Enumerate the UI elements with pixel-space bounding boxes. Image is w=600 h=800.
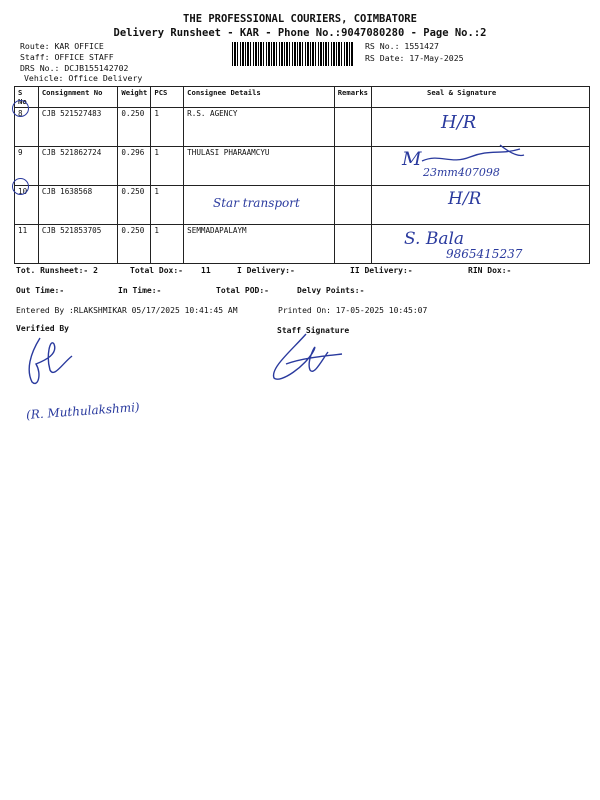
cell-consignee: SEMMADAPALAYM (184, 225, 335, 264)
verifier-signature (18, 334, 78, 390)
cell-consignment: CJB 521862724 (38, 147, 118, 186)
staff-label: Staff: OFFICE STAFF (20, 52, 114, 62)
entered-by: Entered By :RLAKSHMIKAR 05/17/2025 10:41:45 AM (16, 306, 238, 315)
cell-consignee: R.S. AGENCY (184, 108, 335, 147)
col-consignee: Consignee Details (184, 87, 335, 108)
route-label: Route: KAR OFFICE (20, 41, 104, 51)
cell-signature (372, 108, 590, 147)
cell-consignee: THULASI PHARAAMCYU (184, 147, 335, 186)
cell-consignment: CJB 1638568 (38, 186, 118, 225)
in-time: In Time:- (118, 286, 162, 295)
col-pcs: PCS (151, 87, 184, 108)
total-dox-label: Total Dox:- (130, 266, 183, 275)
cell-weight: 0.250 (118, 186, 151, 225)
handwritten-signature: H/R (448, 189, 482, 209)
cell-sno: 10 (15, 186, 39, 225)
handwritten-signature: M (402, 148, 422, 170)
staff-signature-label: Staff Signature (277, 326, 350, 335)
printed-on: Printed On: 17-05-2025 10:45:07 (278, 306, 428, 315)
handwritten-verifier-name: (R. Muthulakshmi) (25, 400, 141, 422)
col-seal-signature: Seal & Signature (372, 87, 590, 108)
rs-number: RS No.: 1551427 (365, 41, 439, 51)
ii-delivery: II Delivery:- (350, 266, 413, 275)
cell-remarks (334, 108, 371, 147)
staff-signature (266, 330, 346, 386)
cell-consignment: CJB 521527483 (38, 108, 118, 147)
table-row (15, 108, 590, 147)
runsheet-subtitle: Delivery Runsheet - KAR - Phone No.:9047080280 - Page No.:2 (113, 27, 487, 39)
col-consignment: Consignment No (38, 87, 118, 108)
cell-consignment: CJB 521853705 (38, 225, 118, 264)
i-delivery: I Delivery:- (237, 266, 295, 275)
ink-circle-mark (12, 178, 29, 195)
ink-circle-mark (12, 100, 29, 117)
cell-pcs: 1 (151, 108, 184, 147)
delvy-points: Delvy Points:- (297, 286, 365, 295)
verified-by-label: Verified By (16, 324, 69, 333)
handwritten-phone: 23mm407098 (423, 166, 500, 179)
handwritten-signature: S. Bala (404, 229, 465, 249)
rs-date: RS Date: 17-May-2025 (365, 53, 464, 63)
tot-runsheet: Tot. Runsheet:- 2 (16, 266, 98, 275)
cell-pcs: 1 (151, 225, 184, 264)
vehicle-label: Vehicle: Office Delivery (24, 73, 143, 83)
company-title: THE PROFESSIONAL COURIERS, COIMBATORE (183, 13, 417, 25)
drs-number: DRS No.: DCJB155142702 (20, 63, 129, 73)
cell-remarks (334, 147, 371, 186)
cell-remarks (334, 225, 371, 264)
cell-weight: 0.296 (118, 147, 151, 186)
col-remarks: Remarks (334, 87, 371, 108)
handwritten-consignee: Star transport (213, 196, 300, 210)
total-pod: Total POD:- (216, 286, 269, 295)
cell-remarks (334, 186, 371, 225)
out-time: Out Time:- (16, 286, 65, 295)
cell-sno: 9 (15, 147, 39, 186)
cell-sno: 8 (15, 108, 39, 147)
rin-dox: RIN Dox:- (468, 266, 512, 275)
col-weight: Weight (118, 87, 151, 108)
handwritten-signature: H/R (441, 112, 477, 133)
barcode (232, 42, 354, 66)
handwritten-phone: 9865415237 (446, 247, 523, 261)
cell-sno: 11 (15, 225, 39, 264)
cell-weight: 0.250 (118, 225, 151, 264)
runsheet-table (14, 86, 590, 264)
total-dox-value: 11 (201, 266, 211, 275)
cell-pcs: 1 (151, 186, 184, 225)
table-header-row (15, 87, 590, 108)
cell-pcs: 1 (151, 147, 184, 186)
cell-weight: 0.250 (118, 108, 151, 147)
table-row (15, 186, 590, 225)
col-sno: S No (15, 87, 39, 108)
